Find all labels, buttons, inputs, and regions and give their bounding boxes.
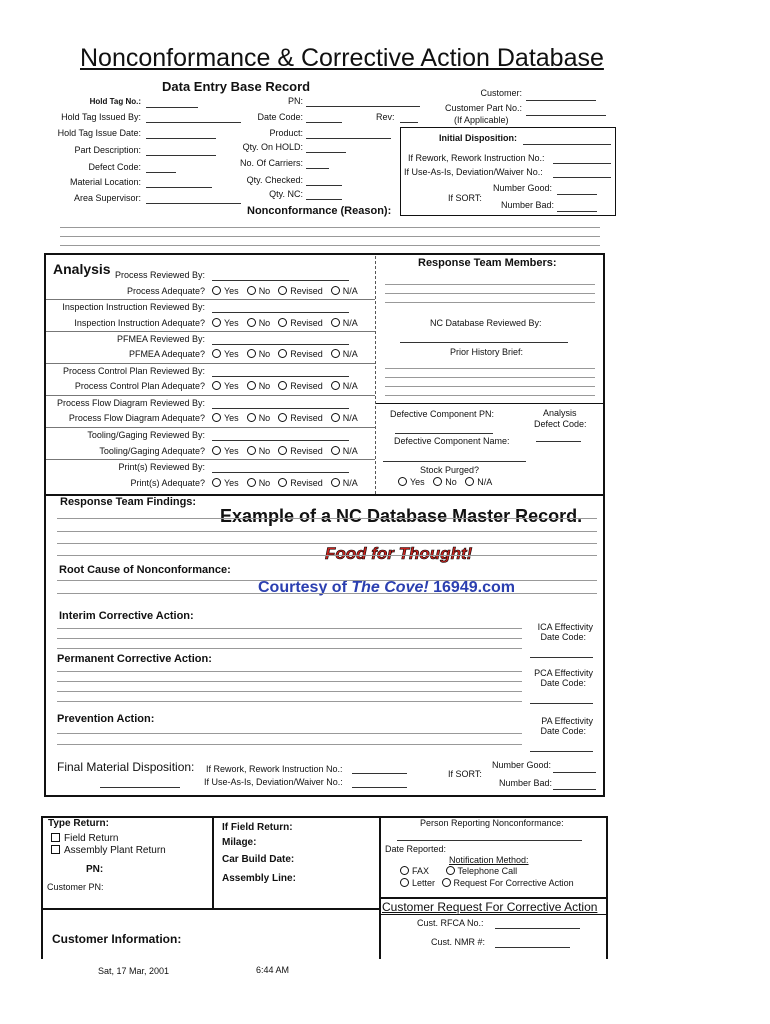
milage-label: Milage: (222, 837, 257, 848)
interim-action-label: Interim Corrective Action: (59, 610, 194, 622)
customer-pn-label: Customer PN: (47, 882, 104, 892)
ica-label-1: ICA Effectivity (537, 622, 593, 632)
analysis-adequate-label: Process Control Plan Adequate? (74, 381, 205, 391)
analysis-reviewed-field[interactable] (212, 376, 349, 377)
telephone-radio[interactable] (446, 866, 455, 875)
adequate-option-label: Revised (290, 286, 323, 296)
adequate-radio[interactable] (247, 413, 256, 422)
analysis-reviewed-label: Tooling/Gaging Reviewed By: (87, 430, 205, 440)
pa-field[interactable] (530, 751, 593, 752)
adequate-option-label: Revised (290, 349, 323, 359)
fax-label: FAX (412, 866, 430, 876)
adequate-option-label: Revised (290, 381, 323, 391)
analysis-reviewed-field[interactable] (212, 472, 349, 473)
qty-nc-label: Qty. NC: (269, 189, 303, 199)
notification-method-label: Notification Method: (449, 855, 529, 865)
customer-request-bottom-border (380, 914, 608, 915)
defect-code-field[interactable] (146, 172, 176, 173)
person-reporting-field[interactable] (397, 840, 582, 841)
defective-component-pn-label: Defective Component PN: (390, 409, 495, 419)
stock-yes-label: Yes (410, 477, 425, 487)
watermark-line-3b: The Cove! (351, 579, 429, 596)
adequate-radio[interactable] (212, 413, 221, 422)
adequate-option-label: N/A (342, 381, 358, 391)
final-rework-label: If Rework, Rework Instruction No.: (206, 764, 343, 774)
hold-tag-issue-date-label: Hold Tag Issue Date: (57, 128, 141, 138)
permanent-line-2[interactable] (57, 681, 522, 682)
reason-line-2[interactable] (60, 236, 600, 237)
analysis-reviewed-label: Process Reviewed By: (114, 270, 205, 280)
analysis-adequate-label: Process Flow Diagram Adequate? (68, 413, 205, 423)
reason-line-3[interactable] (60, 245, 600, 246)
page-title: Nonconformance & Corrective Action Database (80, 44, 604, 72)
permanent-line-4[interactable] (57, 701, 522, 702)
customer-information-label: Customer Information: (52, 932, 182, 946)
adequate-option-label: No (258, 286, 271, 296)
root-cause-line-1[interactable] (57, 580, 597, 581)
analysis-reviewed-label: Inspection Instruction Reviewed By: (62, 302, 205, 312)
stock-purged-options (392, 477, 492, 487)
area-supervisor-field[interactable] (146, 203, 241, 204)
watermark-line-2: Food for Thought! (325, 544, 473, 563)
rtm-line-1[interactable] (385, 284, 595, 285)
final-number-bad-label: Number Bad: (499, 778, 553, 788)
field-return-option (51, 833, 118, 844)
analysis-adequate-label: Tooling/Gaging Adequate? (99, 446, 205, 456)
date-code-field[interactable] (306, 122, 342, 123)
interim-line-3[interactable] (57, 648, 522, 649)
hold-tag-no-field[interactable] (146, 107, 198, 108)
date-code-label: Date Code: (257, 112, 303, 122)
defect-code-label: Defect Code: (88, 162, 141, 172)
adequate-option-label: Yes (224, 349, 239, 359)
prevention-action-label: Prevention Action: (57, 713, 155, 725)
adequate-radio[interactable] (278, 286, 287, 295)
response-team-findings-label: Response Team Findings: (60, 496, 197, 508)
adequate-radio[interactable] (247, 349, 256, 358)
adequate-radio[interactable] (247, 318, 256, 327)
footer-time: 6:44 AM (256, 965, 290, 975)
permanent-line-3[interactable] (57, 691, 522, 692)
nc-database-reviewed-by-label: NC Database Reviewed By: (430, 318, 542, 328)
adequate-option-label: Revised (290, 478, 323, 488)
adequate-option-label: No (258, 381, 271, 391)
watermark-line-1: Example of a NC Database Master Record. (220, 506, 583, 526)
rtm-line-2[interactable] (385, 293, 595, 294)
analysis-adequate-options (206, 478, 358, 488)
final-disposition-field[interactable] (100, 787, 180, 788)
hold-tag-no-label: Hold Tag No.: (89, 97, 141, 106)
analysis-row-divider (46, 331, 375, 332)
analysis-reviewed-label: Print(s) Reviewed By: (118, 462, 205, 472)
customer-field[interactable] (526, 100, 596, 101)
request-ca-radio[interactable] (442, 878, 451, 887)
customer-part-no-field[interactable] (526, 115, 606, 116)
initial-use-as-is-field[interactable] (553, 177, 611, 178)
assembly-line-label: Assembly Line: (222, 873, 296, 884)
stock-na-radio[interactable] (465, 477, 474, 486)
initial-sort-label: If SORT: (448, 193, 482, 203)
date-reported-label: Date Reported: (385, 844, 447, 854)
analysis-adequate-label: Process Adequate? (126, 286, 205, 296)
interim-line-1[interactable] (57, 628, 522, 629)
adequate-radio[interactable] (278, 446, 287, 455)
telephone-label: Telephone Call (457, 866, 518, 876)
root-cause-line-2[interactable] (57, 593, 597, 594)
rtm-line-3[interactable] (385, 302, 595, 303)
analysis-reviewed-field[interactable] (212, 280, 349, 281)
phb-line-3[interactable] (385, 386, 595, 387)
final-disposition-label: Final Material Disposition: (57, 760, 195, 774)
notification-row-1 (394, 866, 517, 876)
final-number-bad-field[interactable] (553, 789, 596, 790)
adequate-option-label: No (258, 413, 271, 423)
customer-h-divider (41, 908, 381, 910)
customer-part-no-label: Customer Part No.: (444, 103, 522, 113)
adequate-option-label: Yes (224, 413, 239, 423)
footer-date: Sat, 17 Mar, 2001 (98, 966, 170, 976)
adequate-option-label: Revised (290, 413, 323, 423)
findings-left-border (44, 495, 46, 795)
rev-field[interactable] (400, 122, 418, 123)
analysis-row-divider (46, 459, 375, 460)
initial-disposition-label: Initial Disposition: (439, 133, 517, 143)
analysis-divider (375, 256, 376, 494)
prevention-line-1[interactable] (57, 733, 522, 734)
car-build-date-label: Car Build Date: (222, 854, 295, 865)
adequate-option-label: N/A (342, 446, 358, 456)
qty-on-hold-label: Qty. On HOLD: (242, 142, 303, 152)
qty-checked-label: Qty. Checked: (246, 175, 303, 185)
adequate-radio[interactable] (212, 318, 221, 327)
material-location-field[interactable] (146, 187, 212, 188)
adequate-radio[interactable] (212, 349, 221, 358)
analysis-adequate-label: Print(s) Adequate? (130, 478, 205, 488)
analysis-adequate-options (206, 286, 358, 296)
adequate-radio[interactable] (247, 381, 256, 390)
qty-on-hold-field[interactable] (306, 152, 346, 153)
adequate-option-label: No (258, 318, 271, 328)
findings-bottom-border (44, 795, 605, 797)
hold-tag-issued-by-label: Hold Tag Issued By: (61, 112, 141, 122)
analysis-adequate-label: PFMEA Adequate? (128, 349, 205, 359)
analysis-adequate-options (206, 318, 358, 328)
initial-number-bad-label: Number Bad: (501, 200, 555, 210)
stock-yes-radio[interactable] (398, 477, 407, 486)
analysis-defect-code-label-1: Analysis (543, 408, 577, 418)
initial-number-good-label: Number Good: (493, 183, 553, 193)
analysis-adequate-label: Inspection Instruction Adequate? (74, 318, 205, 328)
stock-purged-label: Stock Purged? (420, 465, 480, 475)
phb-line-2[interactable] (385, 377, 595, 378)
area-supervisor-label: Area Supervisor: (73, 193, 141, 203)
adequate-option-label: N/A (342, 318, 358, 328)
customer-label: Customer: (480, 88, 522, 98)
phb-line-1[interactable] (385, 368, 595, 369)
watermark-line-3 (258, 579, 515, 597)
analysis-reviewed-field[interactable] (212, 312, 349, 313)
type-return-pn-label: PN: (86, 864, 104, 875)
adequate-option-label: No (258, 446, 271, 456)
final-use-as-is-field[interactable] (352, 787, 407, 788)
adequate-radio[interactable] (212, 446, 221, 455)
adequate-radio[interactable] (331, 349, 340, 358)
analysis-defect-code-label-2: Defect Code: (534, 419, 587, 429)
adequate-radio[interactable] (247, 286, 256, 295)
analysis-defect-code-field[interactable] (536, 441, 581, 442)
person-reporting-label: Person Reporting Nonconformance: (420, 818, 564, 828)
analysis-reviewed-field[interactable] (212, 440, 349, 441)
pca-label-2: Date Code: (540, 678, 586, 688)
product-label: Product: (269, 128, 303, 138)
adequate-option-label: No (258, 349, 271, 359)
ica-label-2: Date Code: (540, 632, 586, 642)
cust-nmr-label: Cust. NMR #: (431, 937, 486, 947)
reason-line-1[interactable] (60, 227, 600, 228)
initial-disposition-box (400, 127, 616, 216)
rev-label: Rev: (376, 112, 395, 122)
response-team-members-label: Response Team Members: (418, 257, 557, 269)
analysis-row-divider (46, 395, 375, 396)
part-description-label: Part Description: (74, 145, 141, 155)
final-rework-field[interactable] (352, 773, 407, 774)
final-number-good-label: Number Good: (492, 760, 552, 770)
adequate-option-label: N/A (342, 286, 358, 296)
analysis-reviewed-field[interactable] (212, 344, 349, 345)
adequate-radio[interactable] (278, 478, 287, 487)
analysis-row-divider (46, 363, 375, 364)
defective-divider (376, 403, 604, 404)
analysis-heading: Analysis (53, 261, 111, 277)
defective-component-name-field[interactable] (383, 461, 526, 462)
initial-disposition-field[interactable] (523, 144, 611, 145)
pa-label-1: PA Effectivity (541, 716, 593, 726)
analysis-reviewed-label: Process Flow Diagram Reviewed By: (56, 398, 205, 408)
analysis-adequate-options (206, 349, 358, 359)
adequate-radio[interactable] (212, 478, 221, 487)
customer-divider-1 (212, 816, 214, 909)
nc-database-reviewed-by-field[interactable] (400, 342, 568, 343)
initial-number-bad-field[interactable] (557, 211, 597, 212)
adequate-radio[interactable] (212, 286, 221, 295)
adequate-radio[interactable] (212, 381, 221, 390)
adequate-radio[interactable] (331, 413, 340, 422)
findings-right-border (603, 495, 605, 795)
adequate-radio[interactable] (278, 381, 287, 390)
product-field[interactable] (306, 138, 391, 139)
adequate-radio[interactable] (331, 478, 340, 487)
permanent-action-label: Permanent Corrective Action: (57, 653, 212, 665)
if-applicable-label: (If Applicable) (454, 115, 509, 125)
qty-nc-field[interactable] (306, 199, 342, 200)
nonconformance-reason-label: Nonconformance (Reason): (247, 205, 392, 217)
adequate-radio[interactable] (247, 478, 256, 487)
assembly-plant-return-option (51, 845, 166, 856)
pa-label-2: Date Code: (540, 726, 586, 736)
watermark-line-3a: Courtesy of (258, 579, 352, 596)
assembly-plant-return-label: Assembly Plant Return (64, 845, 166, 856)
letter-label: Letter (412, 878, 436, 888)
findings-line-2[interactable] (57, 531, 597, 532)
part-description-field[interactable] (146, 155, 216, 156)
phb-line-4[interactable] (385, 395, 595, 396)
adequate-option-label: Yes (224, 381, 239, 391)
no-of-carriers-field[interactable] (306, 168, 329, 169)
base-heading: Data Entry Base Record (162, 79, 311, 94)
prior-history-brief-label: Prior History Brief: (450, 347, 524, 357)
adequate-radio[interactable] (331, 381, 340, 390)
adequate-option-label: N/A (342, 413, 358, 423)
adequate-radio[interactable] (331, 286, 340, 295)
pn-label: PN: (287, 96, 303, 106)
final-sort-label: If SORT: (448, 769, 482, 779)
adequate-option-label: N/A (342, 478, 358, 488)
adequate-radio[interactable] (331, 446, 340, 455)
customer-divider-2 (379, 816, 381, 959)
analysis-reviewed-field[interactable] (212, 408, 349, 409)
findings-line-1[interactable] (57, 518, 597, 519)
adequate-radio[interactable] (278, 349, 287, 358)
watermark-line-3c: 16949.com (428, 579, 515, 596)
customer-request-top-border (380, 897, 608, 899)
ica-field[interactable] (530, 657, 593, 658)
request-ca-label: Request For Corrective Action (453, 878, 574, 888)
customer-request-heading: Customer Request For Corrective Action (382, 900, 598, 914)
analysis-row-divider (46, 299, 375, 300)
final-number-good-field[interactable] (553, 772, 596, 773)
adequate-option-label: Yes (224, 446, 239, 456)
field-return-label: Field Return (64, 833, 119, 844)
analysis-adequate-options (206, 381, 358, 391)
root-cause-label: Root Cause of Nonconformance: (59, 564, 231, 576)
fax-radio[interactable] (400, 866, 409, 875)
adequate-radio[interactable] (278, 413, 287, 422)
adequate-option-label: Yes (224, 478, 239, 488)
prevention-line-2[interactable] (57, 744, 522, 745)
assembly-plant-return-checkbox[interactable] (51, 845, 60, 854)
analysis-adequate-options (206, 446, 358, 456)
initial-use-as-is-label: If Use-As-Is, Deviation/Waiver No.: (404, 167, 543, 177)
pn-field[interactable] (306, 106, 420, 107)
adequate-option-label: Revised (290, 446, 323, 456)
adequate-option-label: Yes (224, 286, 239, 296)
initial-number-good-field[interactable] (557, 194, 597, 195)
analysis-row-divider (46, 427, 375, 428)
no-of-carriers-label: No. Of Carriers: (239, 158, 303, 168)
initial-rework-field[interactable] (553, 163, 611, 164)
final-use-as-is-label: If Use-As-Is, Deviation/Waiver No.: (204, 777, 343, 787)
type-return-label: Type Return: (48, 818, 109, 829)
letter-radio[interactable] (400, 878, 409, 887)
material-location-label: Material Location: (69, 177, 141, 187)
cust-rfca-label: Cust. RFCA No.: (417, 918, 484, 928)
adequate-option-label: Revised (290, 318, 323, 328)
adequate-radio[interactable] (331, 318, 340, 327)
pca-label-1: PCA Effectivity (534, 668, 593, 678)
analysis-adequate-options (206, 413, 358, 423)
defective-component-name-label: Defective Component Name: (394, 436, 510, 446)
stock-no-label: No (445, 477, 457, 487)
adequate-radio[interactable] (278, 318, 287, 327)
adequate-option-label: No (258, 478, 271, 488)
analysis-reviewed-label: PFMEA Reviewed By: (116, 334, 205, 344)
hold-tag-issue-date-field[interactable] (146, 138, 216, 139)
field-return-checkbox[interactable] (51, 833, 60, 842)
if-field-return-label: If Field Return: (222, 822, 293, 833)
adequate-radio[interactable] (247, 446, 256, 455)
pca-field[interactable] (530, 703, 593, 704)
hold-tag-issued-by-field[interactable] (146, 122, 241, 123)
qty-checked-field[interactable] (306, 185, 342, 186)
adequate-option-label: Yes (224, 318, 239, 328)
defective-component-pn-field[interactable] (395, 433, 493, 434)
notification-row-2 (394, 878, 574, 888)
permanent-line-1[interactable] (57, 671, 522, 672)
adequate-option-label: N/A (342, 349, 358, 359)
analysis-reviewed-label: Process Control Plan Reviewed By: (62, 366, 205, 376)
initial-rework-label: If Rework, Rework Instruction No.: (408, 153, 545, 163)
stock-na-label: N/A (477, 477, 493, 487)
stock-no-radio[interactable] (433, 477, 442, 486)
findings-line-4[interactable] (57, 555, 597, 556)
cust-rfca-field[interactable] (495, 928, 580, 929)
interim-line-2[interactable] (57, 638, 522, 639)
cust-nmr-field[interactable] (495, 947, 570, 948)
